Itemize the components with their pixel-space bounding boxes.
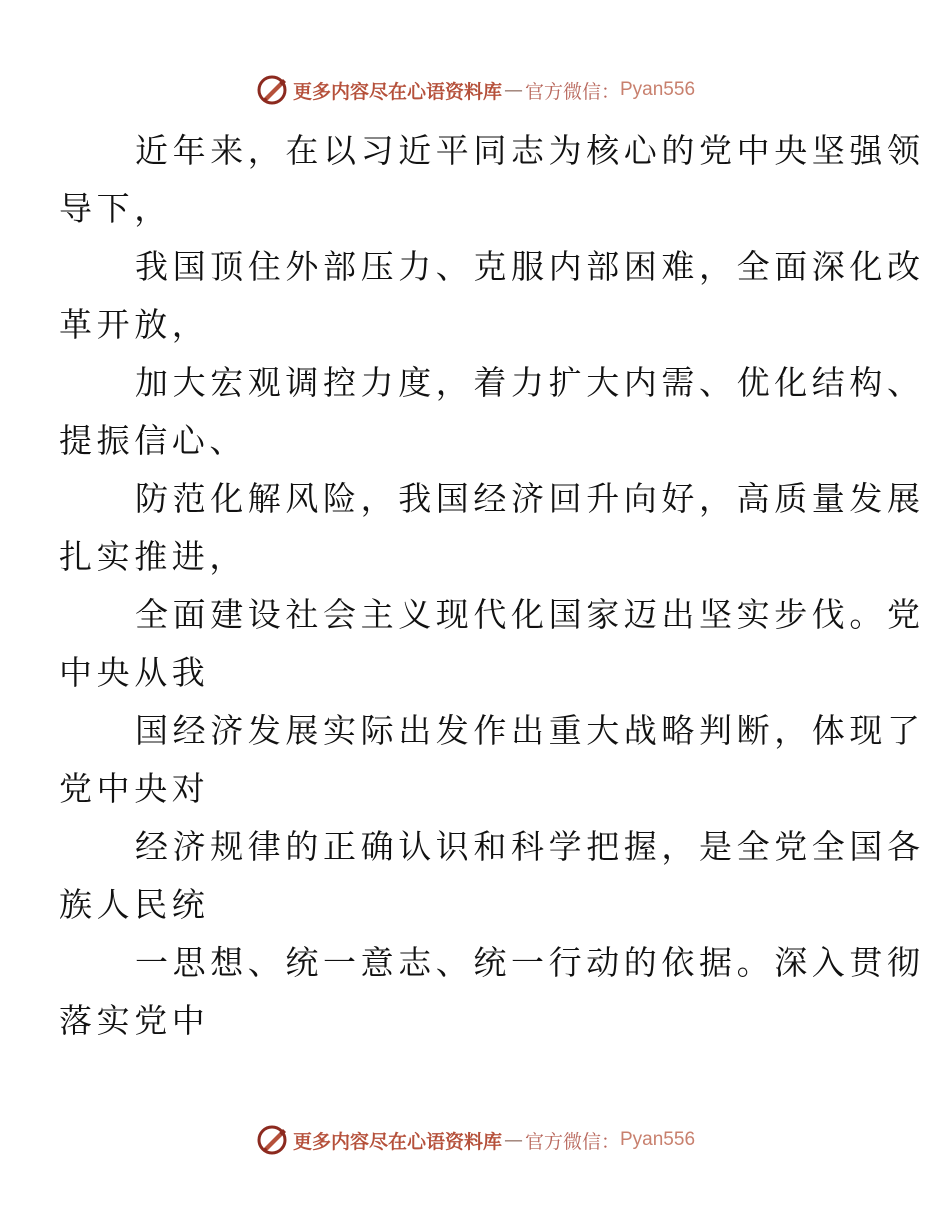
paragraph-5	[59, 586, 925, 702]
paragraph-7	[59, 818, 925, 934]
paragraph-line: 经济规律的正确认识和科学把握，是全党全国各	[135, 827, 925, 866]
footer-banner	[0, 1120, 950, 1160]
banner-separator: —	[503, 1129, 523, 1151]
banner-wechat-id: Pyan556	[620, 79, 696, 100]
pen-logo-icon	[255, 1123, 289, 1157]
paragraph-6	[59, 702, 925, 818]
paragraph-line: 防范化解风险，我国经济回升向好，高质量发展	[135, 479, 925, 518]
paragraph-line: 加大宏观调控力度，着力扩大内需、优化结构、	[135, 363, 925, 402]
paragraph-line: 国经济发展实际出发作出重大战略判断，体现了	[135, 711, 925, 750]
paragraph-line: 扎实推进，	[59, 537, 247, 576]
paragraph-line: 我国顶住外部压力、克服内部困难，全面深化改	[135, 247, 925, 286]
banner-wechat-label: 官方微信：	[524, 1130, 620, 1153]
paragraph-line: 全面建设社会主义现代化国家迈出坚实步伐。党	[135, 595, 925, 634]
paragraph-line: 导下，	[59, 189, 172, 228]
paragraph-line: 落实党中	[59, 1001, 210, 1040]
paragraph-line: 中央从我	[59, 653, 210, 692]
banner-wechat-id: Pyan556	[620, 1129, 696, 1150]
banner-wechat-label: 官方微信：	[524, 80, 620, 103]
header-banner	[0, 70, 950, 110]
paragraph-line: 族人民统	[59, 885, 210, 924]
paragraph-3	[59, 354, 925, 470]
pen-logo-icon	[255, 73, 289, 107]
paragraph-line: 党中央对	[59, 769, 210, 808]
paragraph-4	[59, 470, 925, 586]
paragraph-8	[59, 934, 925, 1050]
paragraph-line: 近年来，在以习近平同志为核心的党中央坚强领	[135, 131, 925, 170]
banner-main-text: 更多内容尽在心语资料库	[292, 1130, 502, 1153]
paragraph-1	[59, 122, 925, 238]
paragraph-line: 一思想、统一意志、统一行动的依据。深入贯彻	[135, 943, 925, 982]
document-body	[59, 122, 925, 1050]
paragraph-line: 革开放，	[59, 305, 210, 344]
banner-separator: —	[503, 79, 523, 101]
paragraph-2	[59, 238, 925, 354]
paragraph-line: 提振信心、	[59, 421, 247, 460]
banner-main-text: 更多内容尽在心语资料库	[292, 80, 502, 103]
